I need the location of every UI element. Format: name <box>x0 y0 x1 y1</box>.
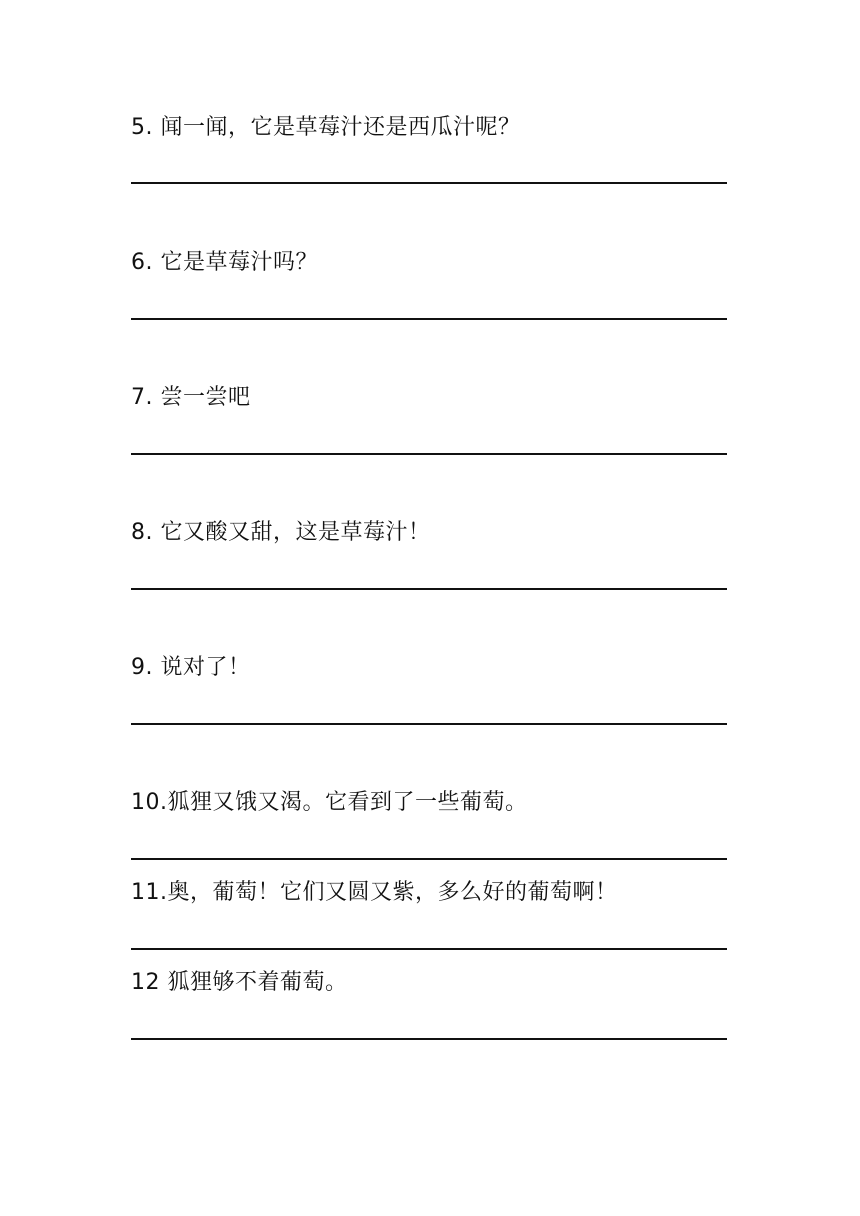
answer-line-5[interactable] <box>131 182 727 184</box>
answer-line-6[interactable] <box>131 318 727 320</box>
answer-line-12[interactable] <box>131 1038 727 1040</box>
answer-line-7[interactable] <box>131 453 727 455</box>
question-9: 9. 说对了！ <box>131 655 251 680</box>
answer-line-10[interactable] <box>131 858 727 860</box>
question-8: 8. 它又酸又甜，这是草莓汁！ <box>131 520 431 545</box>
question-11: 11.奥，葡萄！它们又圆又紫，多么好的葡萄啊！ <box>131 880 618 905</box>
question-6: 6. 它是草莓汁吗？ <box>131 250 318 275</box>
question-12: 12 狐狸够不着葡萄。 <box>131 970 348 995</box>
question-7: 7. 尝一尝吧 <box>131 385 251 410</box>
answer-line-11[interactable] <box>131 948 727 950</box>
answer-line-9[interactable] <box>131 723 727 725</box>
question-10: 10.狐狸又饿又渴。它看到了一些葡萄。 <box>131 790 528 815</box>
question-5: 5. 闻一闻，它是草莓汁还是西瓜汁呢？ <box>131 115 521 140</box>
answer-line-8[interactable] <box>131 588 727 590</box>
